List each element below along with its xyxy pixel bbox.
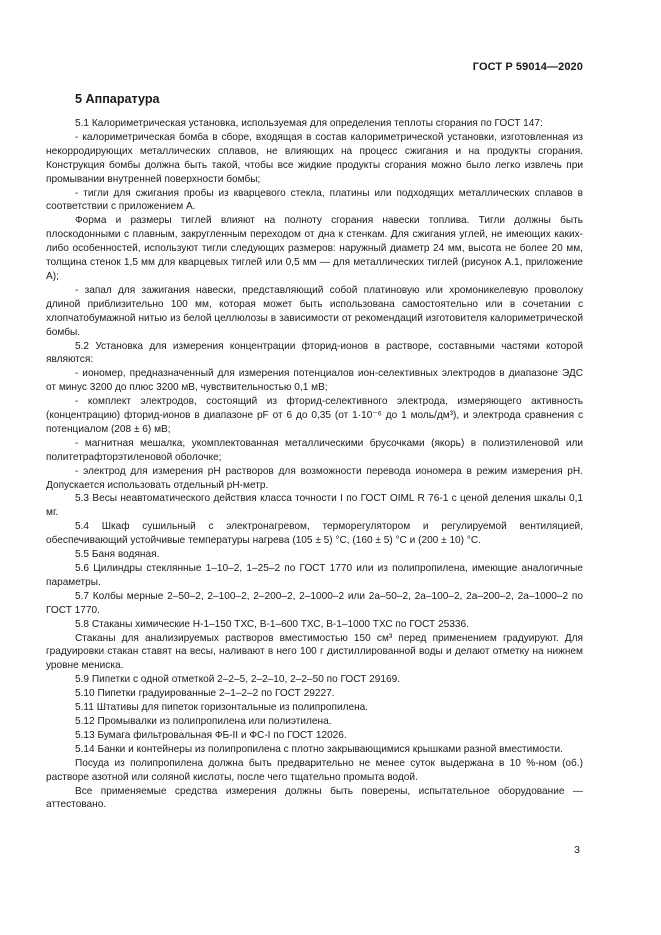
paragraph: Стаканы для анализируемых растворов вместимостью 150 см³ перед применением градуируют. Для градуировки стакан ставят на весы, наливают в него 100 г дистиллированной воды и делают отметку на нижнем уровне мениска.	[46, 632, 583, 672]
paragraph: 5.3 Весы неавтоматического действия класса точности I по ГОСТ OIML R 76-1 с ценой деления шкалы 0,1 мг.	[46, 493, 583, 519]
list-item: - электрод для измерения pH растворов для возможности перевода иономера в режим измерения pH. Допускается использовать отдельный pH-метр.	[46, 465, 583, 491]
section-body	[46, 117, 583, 812]
paragraph: Форма и размеры тиглей влияют на полноту сгорания навески топлива. Тигли должны быть плоскодонными с плавным, закругленным переходом от дна к стенкам. Для сжигания углей, не имеющих каких-либо особенностей, используют тигли следующих размеров: наружный диаметр 24 мм, высота не более 20 мм, толщина стенок 1,5 мм для кварцевых тиглей или 0,5 мм — для металлических тиглей (рисунок А.1, приложение А);	[46, 215, 583, 282]
paragraph: 5.6 Цилиндры стеклянные 1–10–2, 1–25–2 по ГОСТ 1770 или из полипропилена, имеющие аналогичные параметры.	[46, 563, 583, 588]
paragraph: 5.8 Стаканы химические Н-1–150 ТХС, В-1–600 ТХС, В-1–1000 ТХС по ГОСТ 25336.	[75, 618, 469, 630]
list-item: - тигли для сжигания пробы из кварцевого стекла, платины или подходящих металлических сплавов в соответствии с приложением А.	[46, 187, 583, 213]
paragraph: Все применяемые средства измерения должны быть поверены, испытательное оборудование — аттестовано.	[46, 785, 583, 811]
paragraph: 5.9 Пипетки с одной отметкой 2–2–5, 2–2–10, 2–2–50 по ГОСТ 29169.	[75, 674, 401, 686]
paragraph: 5.13 Бумага фильтровальная ФБ-II и ФС-I по ГОСТ 12026.	[75, 729, 347, 741]
paragraph: 5.10 Пипетки градуированные 2–1–2–2 по ГОСТ 29227.	[75, 688, 335, 700]
paragraph: 5.12 Промывалки из полипропилена или полиэтилена.	[75, 715, 332, 727]
page-number: 3	[574, 844, 580, 856]
paragraph: 5.2 Установка для измерения концентрации фторид-ионов в растворе, составными частями которой являются:	[46, 340, 583, 366]
paragraph: Посуда из полипропилена должна быть предварительно не менее суток выдержана в 10 %-ном (об.) растворе азотной или соляной кислоты, после чего тщательно промыта водой.	[46, 757, 583, 783]
list-item: - магнитная мешалка, укомплектованная металлическими брусочками (якорь) в полиэтиленовой или политетрафторэтиленовой оболочке;	[46, 437, 583, 463]
list-item: - иономер, предназначенный для измерения потенциалов ион-селективных электродов в диапазоне ЭДС от минус 3200 до плюс 3200 мВ, чувствительностью 0,1 мВ;	[46, 368, 583, 394]
section-title: 5 Аппаратура	[75, 92, 160, 106]
document-id: ГОСТ Р 59014—2020	[472, 61, 583, 73]
paragraph: 5.7 Колбы мерные 2–50–2, 2–100–2, 2–200–2, 2–1000–2 или 2а–50–2, 2а–100–2, 2а–200–2, 2а–1000–2 по ГОСТ 1770.	[46, 590, 583, 616]
paragraph: 5.4 Шкаф сушильный с электронагревом, терморегулятором и регулируемой вентиляцией, обеспечивающий устойчивые температуры нагрева (105 ± 5) °C, (160 ± 5) °C и (200 ± 10) °C.	[46, 521, 583, 547]
paragraph: 5.14 Банки и контейнеры из полипропилена с плотно закрывающимися крышками разной вместимости.	[75, 743, 563, 755]
list-item: - калориметрическая бомба в сборе, входящая в состав калориметрической установки, изготовленная из некорродирующих металлических сплавов, не влияющих на процесс сжигания и на продукты сгорания. Конструкция бомбы должна быть такой, чтобы все жидкие продукты сгорания можно было легко извлечь при промывании внутренней поверхности бомбы;	[46, 131, 583, 185]
paragraph: 5.11 Штативы для пипеток горизонтальные из полипропилена.	[75, 702, 369, 714]
list-item: - комплект электродов, состоящий из фторид-селективного электрода, измеряющего активность (концентрацию) фторид-ионов в диапазоне pF от 6 до 0,35 (от 1·10⁻⁶ до 1 моль/дм³), и электрода сравнения с потенциалом (208 ± 6) мВ;	[46, 396, 583, 435]
paragraph: 5.1 Калориметрическая установка, используемая для определения теплоты сгорания по ГОСТ 147:	[75, 118, 543, 129]
list-item: - запал для зажигания навески, представляющий собой платиновую или хромоникелевую проволоку длиной приблизительно 100 мм, которая может быть использована самостоятельно или в сочетании с хлопчатобумажной нитью из белой целлюлозы в зависимости от рекомендаций изготовителя калориметрической бомбы.	[46, 284, 583, 338]
paragraph: 5.5 Баня водяная.	[75, 549, 160, 561]
